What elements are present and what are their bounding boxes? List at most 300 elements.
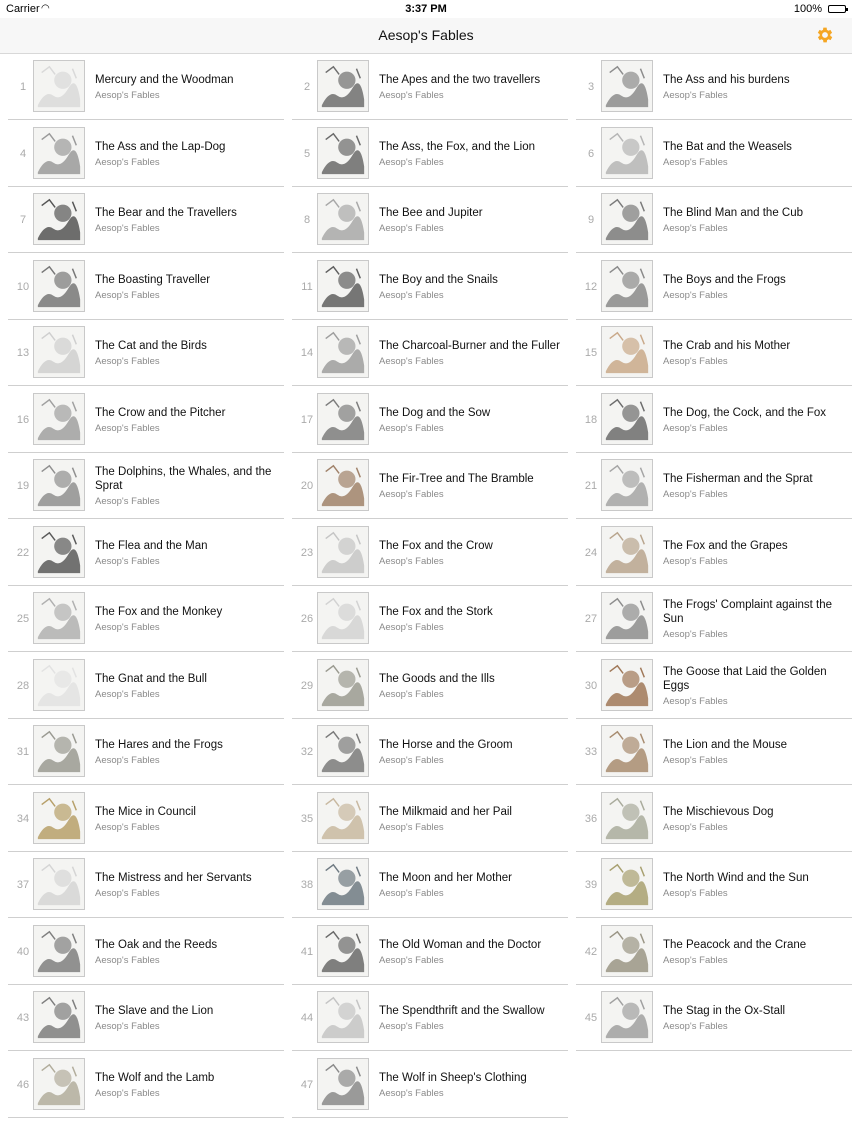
illustration-image [34, 460, 84, 510]
fable-cell[interactable] [576, 852, 852, 918]
fable-thumbnail [317, 792, 369, 844]
fable-text [379, 919, 564, 985]
fable-cell[interactable] [8, 653, 284, 719]
fable-text [379, 852, 564, 918]
fable-cell[interactable] [576, 187, 852, 253]
illustration-image [602, 261, 652, 311]
fable-title: The Fisherman and the Sprat [663, 473, 813, 485]
fable-number: 47 [300, 1078, 314, 1091]
illustration-image [34, 660, 84, 710]
fable-title: The Mice in Council [95, 805, 196, 818]
fable-cell[interactable] [576, 121, 852, 187]
fable-number: 13 [16, 347, 30, 359]
illustration-image [318, 460, 368, 510]
status-time: 3:37 PM [405, 3, 447, 15]
illustration-image [602, 128, 652, 178]
fable-cell[interactable] [576, 520, 852, 586]
fable-title: The Oak and the Reeds [95, 938, 218, 951]
fable-cell[interactable] [8, 985, 284, 1051]
fable-subtitle: Aesop's Fables [379, 821, 444, 833]
fable-cell[interactable] [292, 520, 568, 586]
fable-cell[interactable] [292, 453, 568, 519]
fable-thumbnail [317, 659, 369, 711]
fable-number: 23 [300, 546, 314, 559]
fable-text [95, 653, 280, 719]
fable-subtitle: Aesop's Fables [663, 90, 728, 101]
illustration-image [34, 327, 84, 377]
fable-number: 37 [16, 879, 30, 891]
fable-text [663, 719, 848, 785]
fable-text [663, 919, 848, 985]
illustration-image [318, 793, 368, 843]
battery-percent: 100% [793, 3, 822, 15]
fable-text [663, 54, 848, 120]
fable-thumbnail [317, 127, 369, 179]
fable-text [95, 121, 280, 187]
fable-cell[interactable] [292, 653, 568, 719]
fable-subtitle: Aesop's Fables [379, 688, 444, 700]
fable-cell[interactable] [292, 187, 568, 253]
fable-subtitle: Aesop's Fables [379, 622, 444, 633]
fable-thumbnail [33, 526, 85, 578]
illustration-image [318, 261, 368, 311]
fable-cell[interactable] [576, 985, 852, 1051]
fable-cell[interactable] [8, 719, 284, 785]
fable-thumbnail [33, 260, 85, 312]
fable-text [663, 653, 848, 719]
fable-subtitle: Aesop's Fables [663, 1021, 728, 1032]
fable-cell[interactable] [8, 254, 284, 320]
fable-title: The Wolf and the Lamb [95, 1071, 215, 1084]
fable-subtitle: Aesop's Fables [663, 356, 728, 367]
illustration-image [318, 992, 368, 1042]
fable-thumbnail [33, 193, 85, 245]
fable-number: 36 [584, 812, 598, 825]
fable-text [379, 1052, 564, 1118]
fable-text [663, 520, 848, 586]
illustration-image [602, 859, 652, 909]
fable-title: The Goods and the Ills [379, 672, 495, 685]
fable-thumbnail [33, 925, 85, 977]
fable-text [379, 586, 564, 652]
illustration-image [34, 859, 84, 909]
illustration-image [318, 593, 368, 643]
fable-cell[interactable] [576, 653, 852, 719]
fable-title: The Old Woman and the Doctor [379, 938, 542, 951]
fable-number: 38 [300, 879, 314, 891]
fable-number: 28 [16, 679, 30, 692]
fable-subtitle: Aesop's Fables [95, 356, 160, 367]
fable-number: 6 [587, 147, 595, 160]
fable-thumbnail [601, 526, 653, 578]
fable-subtitle: Aesop's Fables [95, 688, 160, 700]
fable-title: The Boy and the Snails [379, 273, 498, 286]
fable-title: The Charcoal-Burner and the Fuller [379, 340, 560, 352]
fable-cell[interactable] [292, 586, 568, 652]
fable-thumbnail [317, 459, 369, 511]
fable-thumbnail [601, 792, 653, 844]
fable-cell[interactable] [292, 121, 568, 187]
fable-title: The Bee and Jupiter [379, 207, 483, 219]
fable-number: 34 [16, 812, 30, 825]
fable-subtitle: Aesop's Fables [663, 755, 728, 766]
fable-title: The Slave and the Lion [95, 1005, 214, 1017]
fable-title: The Spendthrift and the Swallow [379, 1005, 545, 1017]
fable-title: The Ass and the Lap-Dog [95, 140, 226, 153]
illustration-image [34, 992, 84, 1042]
fable-thumbnail [33, 326, 85, 378]
illustration-image [602, 726, 652, 776]
fable-subtitle: Aesop's Fables [379, 555, 444, 567]
fable-thumbnail [317, 991, 369, 1043]
fable-cell[interactable] [576, 453, 852, 519]
fable-title: The Bat and the Weasels [663, 140, 792, 153]
fable-title: The Moon and her Mother [379, 872, 512, 884]
fable-cell[interactable] [292, 254, 568, 320]
fable-cell[interactable] [576, 586, 852, 652]
fable-text [379, 719, 564, 785]
fable-subtitle: Aesop's Fables [379, 755, 444, 766]
fable-title: The Cat and the Birds [95, 340, 207, 352]
fable-title: The Dolphins, the Whales, and the Sprat [95, 466, 272, 492]
illustration-image [602, 660, 652, 710]
fable-thumbnail [601, 925, 653, 977]
gear-icon-graphic [815, 25, 835, 45]
fable-cell[interactable] [292, 985, 568, 1051]
fable-number: 25 [16, 613, 30, 625]
fable-text [379, 453, 564, 519]
fable-thumbnail [601, 193, 653, 245]
fable-title: The Wolf in Sheep's Clothing [379, 1071, 527, 1084]
fable-number: 3 [587, 81, 595, 93]
fable-title: The Fox and the Stork [379, 606, 493, 618]
fable-cell[interactable] [8, 1052, 284, 1118]
navigation-bar [0, 18, 852, 54]
fable-thumbnail [33, 393, 85, 445]
fable-thumbnail [317, 326, 369, 378]
fable-text [95, 54, 280, 120]
fable-text [95, 453, 280, 519]
fable-text [95, 387, 280, 453]
fable-subtitle: Aesop's Fables [663, 954, 728, 966]
fable-cell[interactable] [292, 387, 568, 453]
fable-title: The Milkmaid and her Pail [379, 805, 512, 818]
fable-thumbnail [33, 858, 85, 910]
illustration-image [318, 194, 368, 244]
fable-title: The Dog and the Sow [379, 406, 491, 419]
fable-number: 30 [584, 679, 598, 692]
fable-text [379, 653, 564, 719]
fable-number: 21 [584, 480, 598, 492]
fable-subtitle: Aesop's Fables [663, 888, 728, 899]
fable-thumbnail [317, 592, 369, 644]
fable-thumbnail [601, 393, 653, 445]
fable-text [663, 586, 848, 652]
fable-text [95, 719, 280, 785]
fable-number: 31 [16, 746, 30, 758]
fable-title: The Boys and the Frogs [663, 273, 786, 286]
fable-thumbnail [601, 459, 653, 511]
fable-text [379, 187, 564, 253]
fable-cell[interactable] [8, 919, 284, 985]
fable-number: 18 [584, 413, 598, 426]
fable-subtitle: Aesop's Fables [95, 1087, 160, 1099]
fable-cell[interactable] [292, 852, 568, 918]
fable-subtitle: Aesop's Fables [379, 1087, 444, 1099]
fable-cell[interactable] [8, 453, 284, 519]
fable-cell[interactable] [8, 187, 284, 253]
fable-text [95, 852, 280, 918]
fable-title: The Apes and the two travellers [379, 74, 541, 86]
fable-number: 20 [300, 480, 314, 492]
fable-cell[interactable] [576, 254, 852, 320]
fable-thumbnail [33, 459, 85, 511]
fable-thumbnail [33, 592, 85, 644]
illustration-image [602, 926, 652, 976]
fable-number: 8 [303, 214, 311, 226]
fable-title: The Hares and the Frogs [95, 739, 223, 751]
illustration-image [318, 527, 368, 577]
fable-number: 40 [16, 945, 30, 958]
fable-cell[interactable] [292, 1052, 568, 1118]
fable-subtitle: Aesop's Fables [379, 888, 444, 899]
illustration-image [34, 593, 84, 643]
illustration-image [602, 460, 652, 510]
fable-number: 12 [584, 280, 598, 293]
fable-subtitle: Aesop's Fables [663, 422, 728, 434]
fable-thumbnail [601, 60, 653, 112]
fable-cell[interactable] [8, 387, 284, 453]
fable-text [379, 520, 564, 586]
fable-subtitle: Aesop's Fables [379, 223, 444, 234]
row-separator [8, 1117, 284, 1118]
fable-number: 4 [19, 147, 27, 160]
fable-number: 29 [300, 679, 314, 692]
fable-cell[interactable] [576, 919, 852, 985]
fable-thumbnail [33, 659, 85, 711]
fable-text [379, 54, 564, 120]
fable-cell[interactable] [576, 719, 852, 785]
fable-number: 39 [584, 879, 598, 891]
battery-icon [828, 5, 846, 13]
fable-number: 46 [16, 1078, 30, 1091]
fable-cell[interactable] [576, 786, 852, 852]
fable-cell[interactable] [292, 786, 568, 852]
fable-text [663, 187, 848, 253]
row-separator [576, 1050, 852, 1051]
fable-number: 11 [301, 280, 313, 293]
fable-thumbnail [601, 858, 653, 910]
fable-title: The Fox and the Grapes [663, 539, 788, 552]
fable-text [663, 852, 848, 918]
fable-number: 9 [587, 214, 595, 226]
fable-thumbnail [317, 260, 369, 312]
illustration-image [34, 726, 84, 776]
fable-cell[interactable] [292, 919, 568, 985]
fable-subtitle: Aesop's Fables [663, 223, 728, 234]
fable-thumbnail [317, 725, 369, 777]
fable-subtitle: Aesop's Fables [95, 888, 160, 899]
fable-subtitle: Aesop's Fables [663, 629, 728, 640]
illustration-image [602, 793, 652, 843]
fable-title: The Bear and the Travellers [95, 207, 237, 219]
fable-number: 17 [300, 413, 314, 426]
fable-thumbnail [317, 925, 369, 977]
fable-thumbnail [601, 991, 653, 1043]
illustration-image [34, 261, 84, 311]
fable-text [95, 1052, 280, 1118]
fable-cell[interactable] [8, 786, 284, 852]
fable-subtitle: Aesop's Fables [379, 356, 444, 367]
fable-number: 19 [16, 480, 30, 492]
illustration-image [318, 128, 368, 178]
fable-text [663, 320, 848, 386]
fable-subtitle: Aesop's Fables [663, 489, 728, 500]
illustration-image [34, 194, 84, 244]
illustration-image [34, 61, 84, 111]
fable-subtitle: Aesop's Fables [379, 1021, 444, 1032]
fable-number: 26 [300, 613, 314, 625]
fable-thumbnail [33, 792, 85, 844]
fable-thumbnail [601, 659, 653, 711]
fable-number: 42 [584, 945, 598, 958]
fable-thumbnail [317, 393, 369, 445]
fable-number: 32 [300, 746, 314, 758]
fable-thumbnail [33, 127, 85, 179]
illustration-image [318, 926, 368, 976]
fable-title: The Mischievous Dog [663, 805, 774, 818]
fable-subtitle: Aesop's Fables [379, 156, 444, 168]
fable-subtitle: Aesop's Fables [95, 90, 160, 101]
fable-text [663, 121, 848, 187]
fable-text [95, 320, 280, 386]
fable-title: The Horse and the Groom [379, 739, 513, 751]
illustration-image [318, 61, 368, 111]
fable-subtitle: Aesop's Fables [95, 496, 160, 507]
fable-title: The Flea and the Man [95, 539, 208, 552]
fable-number: 10 [16, 280, 30, 293]
status-bar [0, 0, 852, 18]
fable-cell[interactable] [8, 54, 284, 120]
fable-cell[interactable] [8, 586, 284, 652]
fable-text [663, 786, 848, 852]
fable-title: The Mistress and her Servants [95, 872, 252, 884]
fable-title: The North Wind and the Sun [663, 872, 809, 884]
fable-subtitle: Aesop's Fables [379, 289, 444, 301]
fable-text [379, 985, 564, 1051]
fable-cell[interactable] [8, 320, 284, 386]
fable-thumbnail [33, 725, 85, 777]
illustration-image [34, 926, 84, 976]
fable-thumbnail [601, 326, 653, 378]
gear-icon[interactable] [815, 25, 835, 45]
fable-thumbnail [317, 60, 369, 112]
fable-title: The Lion and the Mouse [663, 739, 788, 751]
illustration-image [318, 726, 368, 776]
fable-number: 2 [303, 81, 311, 93]
fable-subtitle: Aesop's Fables [663, 156, 728, 168]
illustration-image [602, 593, 652, 643]
fable-text [379, 320, 564, 386]
fable-number: 33 [584, 746, 598, 758]
fable-cell[interactable] [292, 54, 568, 120]
fable-text [95, 187, 280, 253]
fable-title: The Stag in the Ox-Stall [663, 1005, 786, 1017]
illustration-image [602, 992, 652, 1042]
fable-cell[interactable] [8, 852, 284, 918]
fable-subtitle: Aesop's Fables [95, 821, 160, 833]
fable-cell[interactable] [292, 320, 568, 386]
illustration-image [318, 394, 368, 444]
wifi-icon: ◠ [41, 3, 50, 14]
fable-cell[interactable] [576, 320, 852, 386]
fable-thumbnail [317, 526, 369, 578]
fable-thumbnail [601, 127, 653, 179]
illustration-image [602, 527, 652, 577]
fable-title: The Crow and the Pitcher [95, 406, 226, 419]
fable-title: The Peacock and the Crane [663, 938, 807, 951]
fable-cell[interactable] [8, 121, 284, 187]
fable-text [379, 786, 564, 852]
fable-number: 35 [300, 812, 314, 825]
page-title: Aesop's Fables [378, 27, 474, 43]
illustration-image [34, 527, 84, 577]
fable-subtitle: Aesop's Fables [663, 695, 728, 707]
fable-number: 27 [584, 613, 598, 625]
fable-subtitle: Aesop's Fables [95, 954, 160, 966]
fable-number: 22 [16, 546, 30, 559]
fable-cell[interactable] [576, 54, 852, 120]
fable-number: 16 [16, 413, 30, 426]
fable-thumbnail [317, 1058, 369, 1110]
fable-text [95, 254, 280, 320]
illustration-image [318, 327, 368, 377]
fable-number: 24 [584, 546, 598, 559]
fable-text [95, 985, 280, 1051]
fable-thumbnail [601, 260, 653, 312]
fable-subtitle: Aesop's Fables [95, 555, 160, 567]
illustration-image [34, 128, 84, 178]
fable-subtitle: Aesop's Fables [95, 223, 160, 234]
illustration-image [602, 394, 652, 444]
carrier-label: Carrier [6, 3, 40, 15]
fable-title: The Crab and his Mother [663, 340, 791, 352]
fable-subtitle: Aesop's Fables [95, 289, 160, 301]
fable-title: The Frogs' Complaint against the Sun [663, 599, 833, 625]
fable-text [379, 121, 564, 187]
illustration-image [602, 61, 652, 111]
fable-text [663, 985, 848, 1051]
illustration-image [318, 660, 368, 710]
illustration-image [602, 327, 652, 377]
fable-thumbnail [601, 725, 653, 777]
fable-subtitle: Aesop's Fables [95, 622, 160, 633]
fable-thumbnail [317, 193, 369, 245]
fable-cell[interactable] [292, 719, 568, 785]
fable-number: 44 [300, 1012, 314, 1024]
illustration-image [602, 194, 652, 244]
illustration-image [34, 793, 84, 843]
fable-title: Mercury and the Woodman [95, 74, 234, 86]
fable-title: The Goose that Laid the Golden Eggs [663, 665, 827, 692]
fable-subtitle: Aesop's Fables [379, 422, 444, 434]
fable-text [379, 254, 564, 320]
fable-text [379, 387, 564, 453]
fable-title: The Fir-Tree and The Bramble [379, 473, 534, 485]
fable-cell[interactable] [8, 520, 284, 586]
fable-cell[interactable] [576, 387, 852, 453]
fable-thumbnail [601, 592, 653, 644]
